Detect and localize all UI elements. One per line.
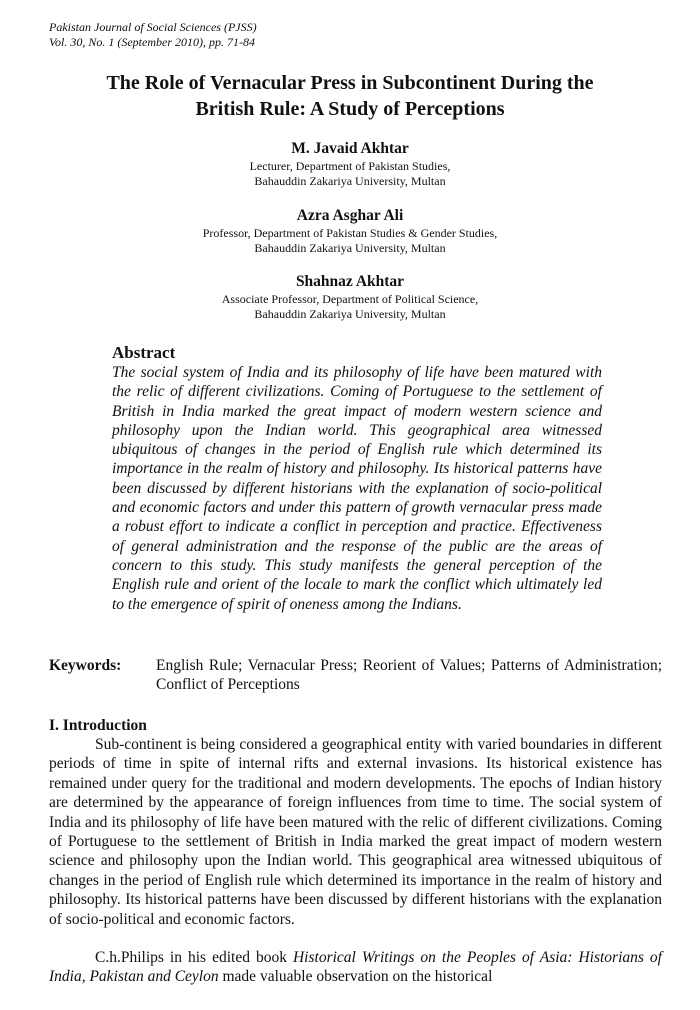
paper-title-line-2: British Rule: A Study of Perceptions [195, 98, 505, 120]
author-affiliation: Lecturer, Department of Pakistan Studies, [249, 159, 451, 173]
book-title: Historical Writings on the Peoples of Asia: Historians of India, Pakistan and Ceylon [49, 949, 662, 986]
author-institution: Bahauddin Zakariya University, Multan [254, 174, 446, 188]
abstract-heading: Abstract [112, 343, 176, 362]
author-name: Azra Asghar Ali [296, 207, 404, 224]
introduction-heading: I. Introduction [49, 717, 147, 734]
author-affiliation: Associate Professor, Department of Political Science, [221, 292, 479, 306]
introduction-section [49, 716, 662, 987]
abstract-text: The social system of India and its philosophy of life have been matured with the relic of different civilizations. Coming of Portuguese to the settlement of British in India marked the great impact of modern western science and philosophy upon the Indian world. This geographical area witnessed ubiquitous of changes in the period of English rule which determined its importance in the realm of history and philosophy. Its historical patterns have been discussed by different historians with the explanation of socio-political and economic factors and under this pattern of growth vernacular press made a robust effort to indicate a conflict in perception and practice. Effectiveness of general administration and the response of the public are the areas of concern to this study. This study manifests the general perception of the English rule and orient of the locale to mark the conflict which ultimately led to the emergence of spirit of oneness among the Indians. [112, 364, 602, 613]
abstract-section [112, 343, 602, 614]
keywords-label: Keywords: [49, 657, 122, 674]
introduction-paragraph-1: Sub-continent is being considered a geographical entity with varied boundaries in different periods of time in spite of internal rifts and external invasions. Its historical existence has remained under query for the traditional and modern developments. The epochs of Indian history are determined by the appearance of foreign influences from time to time. The social system of India and its philosophy of life have been matured with the relic of different civilizations. Coming of Portuguese to the settlement of British in India marked the great impact of modern western science and philosophy upon the Indian world. This geographical area witnessed ubiquitous of changes in the period of English rule which determined its importance in the realm of history and philosophy. Its historical patterns have been discussed by different historians with the explanation of socio-political and economic factors. [49, 736, 662, 928]
journal-volume: Vol. 30, No. 1 (September 2010), pp. 71-84 [49, 35, 255, 49]
author-institution: Bahauddin Zakariya University, Multan [254, 241, 446, 255]
paper-title-line-1: The Role of Vernacular Press in Subcontinent During the [106, 72, 594, 94]
paragraph-text: C.h.Philips in his edited book [95, 949, 293, 967]
paragraph-text: made valuable observation on the historical [218, 968, 493, 986]
author-block-2 [100, 206, 600, 256]
journal-name: Pakistan Journal of Social Sciences (PJSS) [49, 20, 257, 34]
author-name: M. Javaid Akhtar [291, 140, 409, 157]
paper-title [40, 70, 660, 122]
author-block-1 [100, 139, 600, 189]
author-affiliation: Professor, Department of Pakistan Studies & Gender Studies, [202, 226, 498, 240]
introduction-paragraph-2 [49, 948, 662, 987]
author-name: Shahnaz Akhtar [295, 273, 405, 290]
author-block-3 [100, 272, 600, 322]
journal-citation [49, 20, 257, 50]
keywords-section [49, 656, 662, 694]
keywords-list: English Rule; Vernacular Press; Reorient of Values; Patterns of Administration; Conflict of Perceptions [156, 657, 662, 693]
author-institution: Bahauddin Zakariya University, Multan [254, 307, 446, 321]
